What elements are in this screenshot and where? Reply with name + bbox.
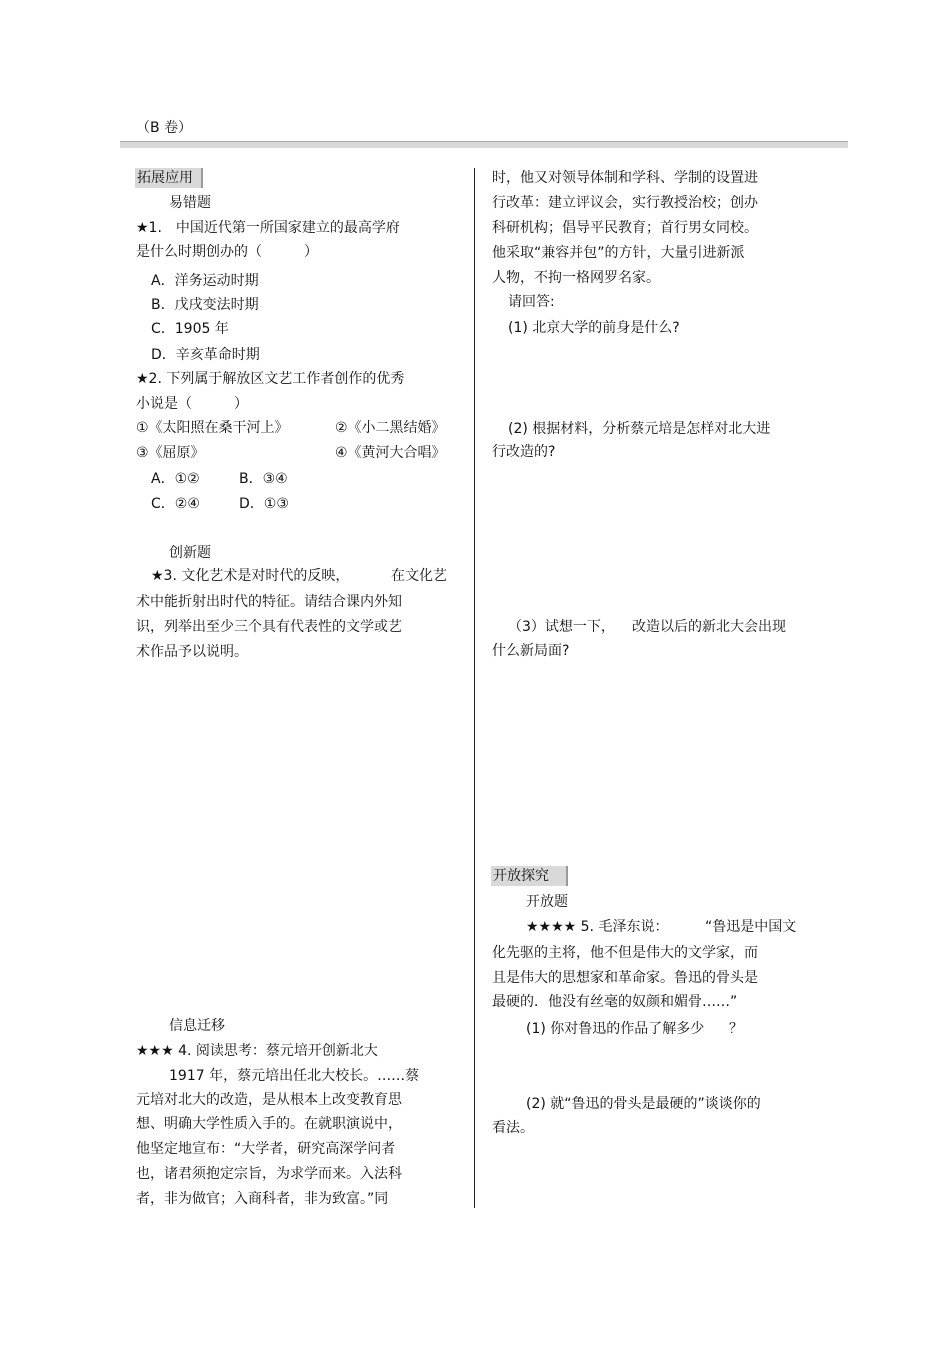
- header-rule: [120, 141, 848, 148]
- question-2-work-3: ③《屈原》: [136, 445, 205, 461]
- question-2-work-2: ②《小二黑结婚》: [335, 420, 446, 436]
- question-5-sub-1b: ？: [729, 1021, 743, 1037]
- question-1-option-b: B．戊戌变法时期: [151, 297, 259, 313]
- question-1-text-line1: ★1. 中国近代第一所国家建立的最高学府: [136, 220, 400, 236]
- question-5-text-line2: 化先驱的主将，他不但是伟大的文学家，而: [492, 945, 758, 961]
- question-3-text-line3: 识，列举出至少三个具有代表性的文学或艺: [136, 619, 402, 635]
- question-2-option-c: C．②④: [151, 496, 200, 512]
- question-1-text-line2: 是什么时期创办的（ ）: [136, 244, 318, 260]
- sub-question-2-line1: (2) 根据材料，分析蔡元培是怎样对北大进: [508, 421, 771, 437]
- sub-question-3-line1b: 改造以后的新北大会出现: [632, 619, 786, 635]
- sub-question-3-line2: 什么新局面?: [492, 643, 570, 659]
- sub-question-2-line2: 行改造的?: [492, 444, 556, 460]
- passage-cont-line5: 人物，不拘一格网罗名家。: [492, 270, 660, 286]
- question-3-text-line2: 术中能折射出时代的特征。请结合课内外知: [136, 594, 402, 610]
- passage-cont-line4: 他采取“兼容并包”的方针，大量引进新派: [492, 245, 745, 261]
- question-5-text-line1a: ★★★★ 5. 毛泽东说：: [526, 919, 669, 935]
- sub-question-3-line1a: （3）试想一下，: [508, 619, 615, 635]
- question-4-para-line6: 者，非为做官；入商科者，非为致富。”同: [136, 1191, 389, 1207]
- section-tag-open-inquiry: 开放探究: [491, 866, 568, 886]
- question-3-text-line4: 术作品予以说明。: [136, 644, 248, 660]
- question-5-sub-2-line1: (2) 就“鲁迅的骨头是最硬的”谈谈你的: [526, 1096, 761, 1112]
- category-open: 开放题: [526, 894, 568, 910]
- question-4-para-line2: 元培对北大的改造，是从根本上改变教育思: [136, 1092, 402, 1108]
- question-1-option-a: A．洋务运动时期: [151, 273, 259, 289]
- question-4-para-line4: 他坚定地宣布：“大学者，研究高深学问者: [136, 1141, 396, 1157]
- question-4-title: ★★★ 4. 阅读思考：蔡元培开创新北大: [136, 1043, 378, 1059]
- question-4-para-line3: 想、明确大学性质入手的。在就职演说中，: [136, 1116, 402, 1132]
- question-3-text-line1a: ★3. 文化艺术是对时代的反映，: [151, 568, 350, 584]
- passage-cont-line2: 行改革：建立评议会，实行教授治校；创办: [492, 195, 758, 211]
- category-error-prone: 易错题: [169, 195, 211, 211]
- question-2-work-4: ④《黄河大合唱》: [335, 445, 446, 461]
- please-answer-label: 请回答:: [508, 294, 555, 310]
- category-innovation: 创新题: [169, 545, 211, 561]
- question-4-para-line5: 也，诸君须抱定宗旨，为求学而来。入法科: [136, 1166, 402, 1182]
- question-2-text-line2: 小说是（ ）: [136, 396, 248, 412]
- question-2-text-line1: ★2. 下列属于解放区文艺工作者创作的优秀: [136, 371, 405, 387]
- question-2-work-1: ①《太阳照在桑干河上》: [136, 420, 289, 436]
- question-5-sub-2-line2: 看法。: [492, 1120, 534, 1136]
- sub-question-1: (1) 北京大学的前身是什么?: [508, 320, 680, 336]
- question-1-option-c: C．1905 年: [151, 321, 229, 337]
- question-2-option-d: D．①③: [239, 496, 289, 512]
- category-info-transfer: 信息迁移: [169, 1018, 225, 1034]
- volume-label: （B 卷）: [136, 120, 193, 136]
- section-tag-extended-application: 拓展应用: [135, 168, 203, 188]
- question-4-para-line1: 1917 年，蔡元培出任北大校长。……蔡: [169, 1068, 420, 1084]
- passage-cont-line1: 时，他又对领导体制和学科、学制的设置进: [492, 170, 758, 186]
- question-5-sub-1a: (1) 你对鲁迅的作品了解多少: [526, 1021, 705, 1037]
- column-divider: [474, 168, 475, 1208]
- question-2-option-b: B．③④: [239, 471, 288, 487]
- passage-cont-line3: 科研机构；倡导平民教育；首行男女同校。: [492, 220, 758, 236]
- question-5-text-line3: 且是伟大的思想家和革命家。鲁迅的骨头是: [492, 970, 758, 986]
- question-5-text-line4: 最硬的．他没有丝毫的奴颜和媚骨……”: [492, 994, 738, 1010]
- question-3-text-line1b: 在文化艺: [391, 568, 447, 584]
- question-1-option-d: D．辛亥革命时期: [151, 347, 260, 363]
- question-5-text-line1b: “鲁迅是中国文: [705, 919, 797, 935]
- question-2-option-a: A．①②: [151, 471, 200, 487]
